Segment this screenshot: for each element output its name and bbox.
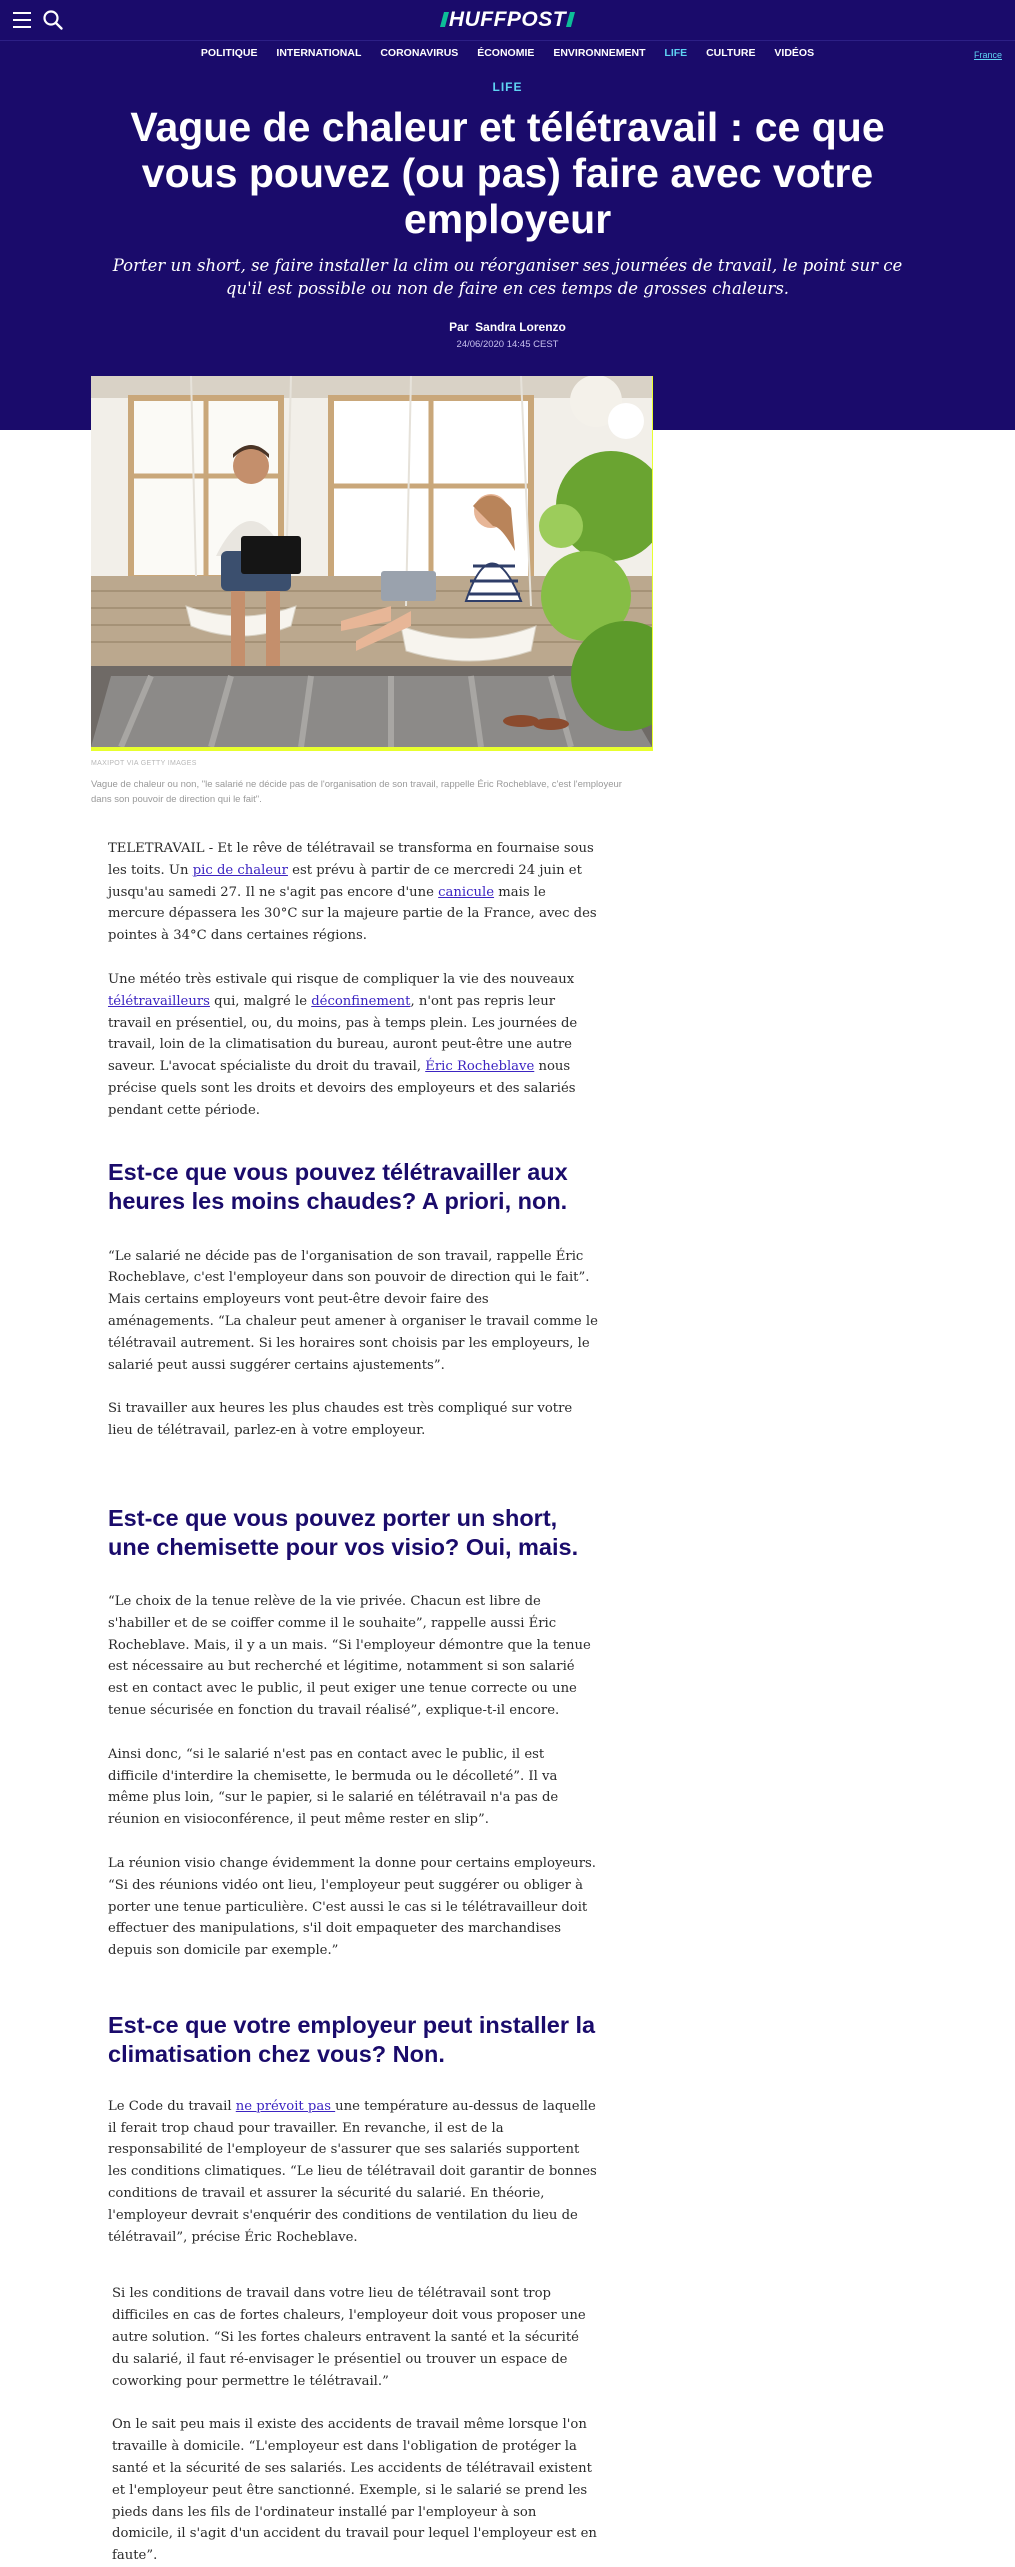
- image-caption: Vague de chaleur ou non, "le salarié ne décide pas de l'organisation de son travail, rappelle Éric Rocheblave, c'est l'employeur dans son pouvoir de direction qui le fait".: [91, 779, 622, 805]
- paragraph-4: Si travailler aux heures les plus chaudes est très compliqué sur votre lieu de télétravail, parlez-en à votre employeur.: [108, 1401, 573, 1439]
- image-credit: MAXIPOT VIA GETTY IMAGES: [91, 760, 197, 767]
- subheading-1: Est-ce que vous pouvez télétravailler aux heures les moins chaudes? A priori, non.: [108, 1158, 568, 1214]
- paragraph-9: Si les conditions de travail dans votre lieu de télétravail sont trop difficiles en cas de fortes chaleurs, l'employeur doit vous proposer une autre solution. “Si les fortes chaleurs entravent la santé et la sécurité du salarié, il faut ré-envisager le présentiel ou trouver un espace de coworking pour permettre le télétravail.”: [112, 2286, 586, 2389]
- top-bar: [0, 0, 1015, 41]
- link-pic-de-chaleur[interactable]: pic de chaleur: [192, 862, 288, 878]
- hero-illustration: [91, 376, 652, 747]
- paragraph-5: “Le choix de la tenue relève de la vie privée. Chacun est libre de s'habiller et de se coiffer comme il le souhaite”, rappelle aussi Éric Rocheblave. Mais, il y a un mais. “Si l'employeur démontre que la tenue est nécessaire au but recherché et légitime, notamment si son salarié est en contact avec le public, il peut exiger une tenue correcte ou une tenue sécurisée en fonction du travail réalisé”, explique-t-il encore.: [108, 1593, 591, 1718]
- nav-international[interactable]: INTERNATIONAL: [276, 47, 362, 59]
- link-teletravailleurs[interactable]: télétravailleurs: [108, 993, 210, 1009]
- publish-date: 24/06/2020 14:45 CEST: [456, 339, 559, 350]
- huffpost-logo[interactable]: HUFFPOST: [0, 8, 1015, 32]
- paragraph-10: On le sait peu mais il existe des accidents de travail même lorsque l'on travaille à domicile. “L'employeur est dans l'obligation de protéger la santé et la sécurité de ses salariés. Les accidents de télétravail existent et l'employeur peut être sanctionné. Exemple, si le salarié se prend les pieds dans les fils de l'ordinateur installé par l'employeur à son domicile, il s'agit d'un accident du travail pour lequel l'employeur est en faute”.: [112, 2417, 597, 2564]
- section-label[interactable]: LIFE: [492, 80, 523, 94]
- nav-life[interactable]: LIFE: [664, 47, 688, 59]
- nav-politique[interactable]: POLITIQUE: [200, 47, 258, 59]
- author-name[interactable]: Sandra Lorenzo: [475, 320, 566, 334]
- paragraph-3: “Le salarié ne décide pas de l'organisation de son travail, rappelle Éric Rocheblave, c'est l'employeur dans son pouvoir de direction qui le fait”. Mais certains employeurs vont peut-être devoir faire des aménagements. “La chaleur peut amener à organiser le travail comme le télétravail autrement. Si les horaires sont choisis par les employeurs, le salarié peut aussi suggérer certains ajustements”.: [108, 1248, 598, 1373]
- section-nav: [0, 47, 1015, 59]
- article-body: [108, 838, 598, 2567]
- subheading-2: Est-ce que vous pouvez porter un short, une chemisette pour vos visio? Oui, mais.: [108, 1504, 579, 1560]
- paragraph-1: TELETRAVAIL - Et le rêve de télétravail se transforma en fournaise sous les toits. Un pic de chaleur est prévu à partir de ce mercredi 24 juin et jusqu'au samedi 27. Il ne s'agit pas encore d'une canicule mais le mercure dépassera les 30°C sur la majeure partie de la France, avec des pointes à 34°C dans certaines régions.: [108, 841, 597, 944]
- paragraph-2: Une météo très estivale qui risque de compliquer la vie des nouveaux télétravailleurs qui, malgré le déconfinement, n'ont pas repris leur travail en présentiel, ou, du moins, pas à temps plein. Les journées de travail, loin de la climatisation du bureau, auront peut-être une autre saveur. L'avocat spécialiste du droit du travail, Éric Rocheblave nous précise quels sont les droits et devoirs des employeurs et des salariés pendant cette période.: [108, 971, 578, 1118]
- hero-image-frame: [91, 376, 653, 751]
- masthead: [0, 0, 1015, 430]
- paragraph-7: La réunion visio change évidemment la donne pour certains employeurs. “Si des réunions vidéo ont lieu, l'employeur peut suggérer ou obliger à porter une tenue particulière. C'est aussi le cas si le télétravailleur doit effectuer des manipulations, s'il doit empaqueter des marchandises depuis son domicile par exemple.”: [108, 1855, 596, 1959]
- link-ne-prevoit-pas[interactable]: ne prévoit pas: [235, 2098, 336, 2114]
- nav-culture[interactable]: CULTURE: [706, 47, 756, 59]
- paragraph-6: Ainsi donc, “si le salarié n'est pas en contact avec le public, il est difficile d'interdire la chemisette, le bermuda ou le décolleté”. Il va même plus loin, “sur le papier, si le salarié en télétravail n'a pas de réunion en visioconférence, il peut même rester en slip”.: [108, 1746, 559, 1828]
- nav-videos[interactable]: VIDÉOS: [774, 47, 815, 59]
- link-eric-rocheblave[interactable]: Éric Rocheblave: [425, 1059, 535, 1075]
- byline: [0, 320, 1015, 334]
- nav-environnement[interactable]: ENVIRONNEMENT: [553, 47, 646, 59]
- byline-prefix: Par: [449, 320, 469, 334]
- article-title: Vague de chaleur et télétravail : ce que vous pouvez (ou pas) faire avec votre employeur: [130, 104, 885, 242]
- link-canicule[interactable]: canicule: [438, 884, 495, 900]
- subheading-3: Est-ce que votre employeur peut installer la climatisation chez vous? Non.: [108, 2011, 596, 2067]
- nav-economie[interactable]: ÉCONOMIE: [477, 47, 535, 59]
- link-deconfinement[interactable]: déconfinement: [311, 993, 411, 1009]
- nav-coronavirus[interactable]: CORONAVIRUS: [380, 47, 459, 59]
- article-dek: Porter un short, se faire installer la clim ou réorganiser ses journées de travail, le point sur ce qu'il est possible ou non de faire en ces temps de grosses chaleurs.: [112, 256, 903, 298]
- edition-link[interactable]: France: [973, 50, 1002, 60]
- paragraph-8: Le Code du travail ne prévoit pas une température au-dessus de laquelle il ferait trop chaud pour travailler. En revanche, il est de la responsabilité de l'employeur de s'assurer que ses salariés supportent les conditions climatiques. “Le lieu de télétravail doit garantir de bonnes conditions de travail et assurer la sécurité du salarié. En théorie, l'employeur devrait s'enquérir des conditions de ventilation du lieu de télétravail”, précise Éric Rocheblave.: [108, 2098, 597, 2245]
- hero-image: [91, 376, 652, 747]
